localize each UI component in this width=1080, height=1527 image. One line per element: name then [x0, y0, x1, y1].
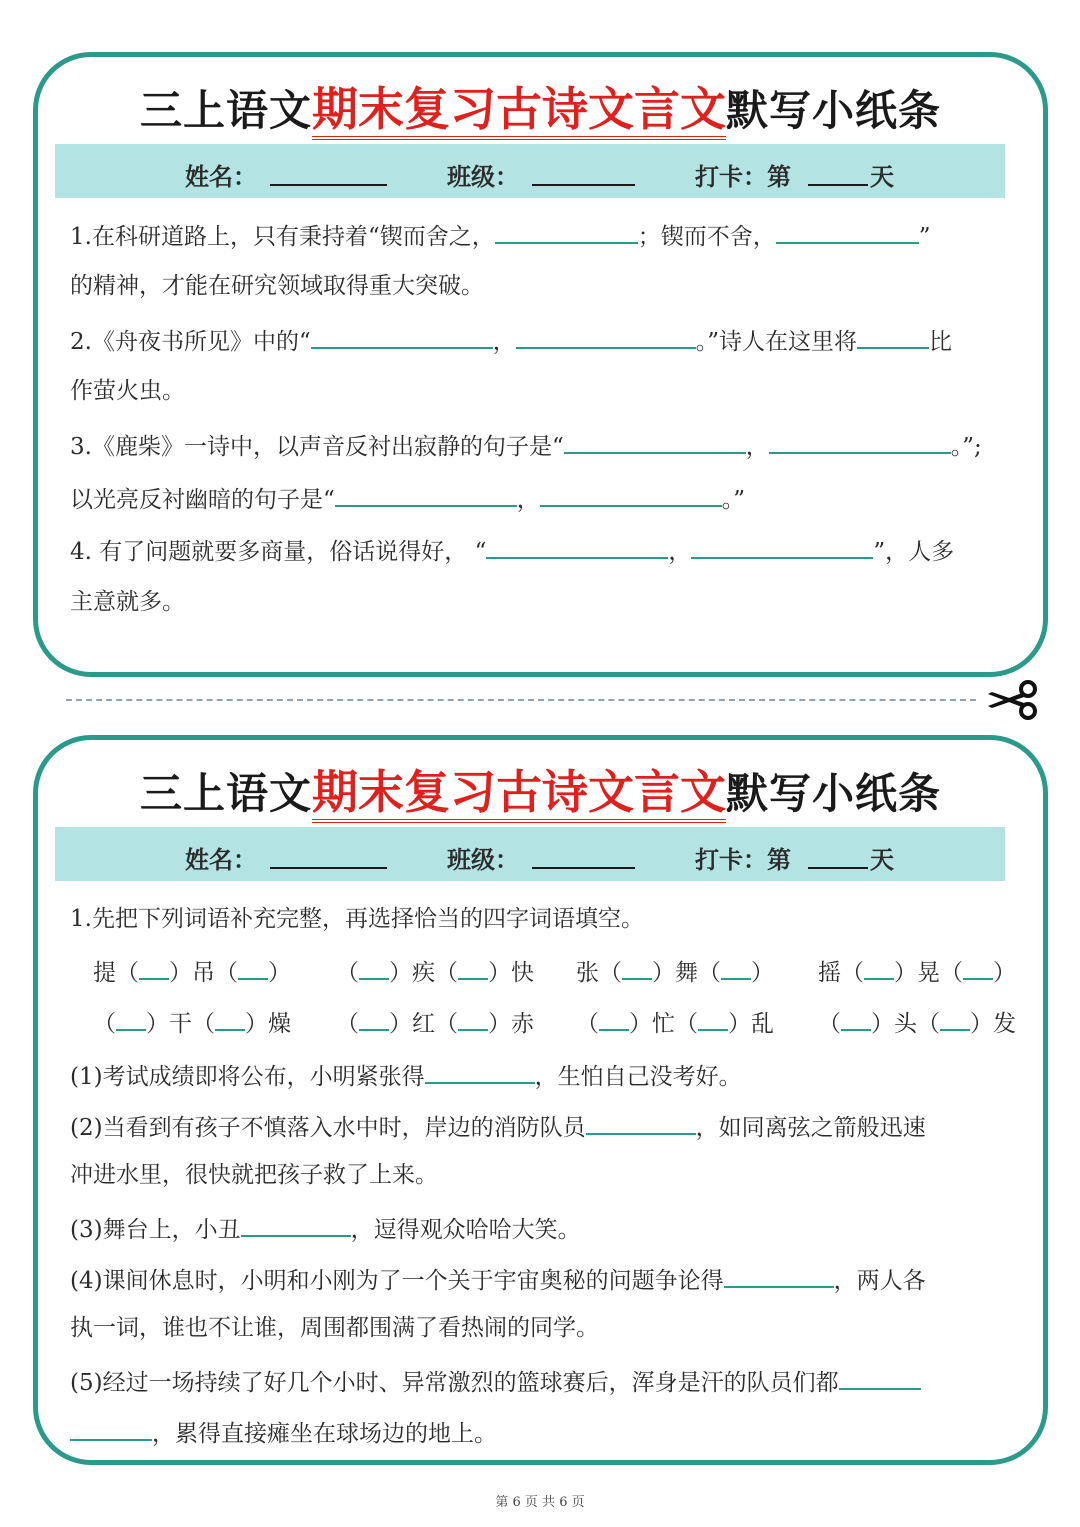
page-footer: 第 6 页 共 6 页	[495, 1495, 585, 1510]
s2-blank[interactable]	[586, 1109, 696, 1135]
word-blank[interactable]	[359, 1007, 389, 1031]
q2-text-c: 。”诗人在这里将	[695, 329, 857, 355]
name-field[interactable]	[270, 184, 387, 186]
word-blank[interactable]	[238, 956, 268, 980]
checkin-day-field[interactable]	[808, 184, 868, 186]
day-label: 天	[870, 163, 894, 191]
class-field[interactable]	[532, 184, 635, 186]
scissors-icon	[984, 680, 1040, 720]
q2-blank-1[interactable]	[311, 323, 493, 349]
sentence-2-cont: 冲进水里，很快就把孩子救了上来。	[70, 1162, 438, 1188]
name-label: 姓名：	[185, 163, 257, 191]
title-part-1: 三上语文	[139, 86, 312, 135]
q2-blank-3[interactable]	[857, 323, 929, 349]
question-4-cont: 主意就多。	[70, 589, 185, 615]
q3-text-f: 。”	[721, 487, 746, 513]
word-blank[interactable]	[940, 1007, 970, 1031]
q3-blank-3[interactable]	[335, 481, 517, 507]
word-blank[interactable]	[963, 956, 993, 980]
word-blank[interactable]	[458, 956, 488, 980]
sentence-2	[70, 1109, 926, 1143]
q3-text-c: 。”;	[950, 434, 982, 460]
word-blank[interactable]	[139, 956, 169, 980]
class-label: 班级：	[447, 163, 519, 191]
s4-blank[interactable]	[724, 1262, 834, 1288]
word-item: （ ）忙（ ）乱	[576, 1007, 774, 1039]
sentence-3	[70, 1211, 581, 1245]
word-blank[interactable]	[864, 956, 894, 980]
s1-text-b: ，生怕自己没考好。	[534, 1064, 742, 1090]
q1-text-a: 1.在科研道路上，只有秉持着“锲而舍之，	[70, 224, 495, 250]
question-2	[70, 323, 952, 357]
q3-text-b: ，	[745, 434, 769, 460]
word-item: （ ）疾（ ）快	[336, 956, 534, 988]
s1-text-a: (1)考试成绩即将公布，小明紧张得	[70, 1064, 425, 1090]
question-4	[70, 533, 954, 567]
card-title	[38, 762, 1043, 824]
sentence-5	[70, 1364, 921, 1398]
day-label: 天	[870, 846, 894, 874]
word-blank[interactable]	[721, 956, 751, 980]
info-bar	[55, 827, 1005, 881]
title-part-2: 期末复习古诗文言文	[312, 82, 726, 140]
card-title	[38, 79, 1043, 141]
word-blank[interactable]	[458, 1007, 488, 1031]
q4-text-a: 4. 有了问题就要多商量，俗话说得好， “	[70, 539, 487, 565]
word-item: （ ）头（ ）发	[818, 1007, 1016, 1039]
question-3	[70, 428, 982, 462]
title-part-3: 默写小纸条	[726, 769, 942, 818]
word-item: 摇（ ）晃（ ）	[818, 956, 1016, 988]
word-item: （ ）干（ ）燥	[93, 1007, 291, 1039]
question-1-cont: 的精神，才能在研究领域取得重大突破。	[70, 273, 484, 299]
cut-line	[66, 699, 976, 701]
sentence-4	[70, 1262, 926, 1296]
word-item: 张（ ）舞（ ）	[576, 956, 774, 988]
word-blank[interactable]	[359, 956, 389, 980]
s3-text-b: ，逗得观众哈哈大笑。	[350, 1217, 581, 1243]
q2-text-b: ，	[492, 329, 516, 355]
word-blank[interactable]	[116, 1007, 146, 1031]
sentence-1	[70, 1058, 742, 1092]
s4-text-b: ，两人各	[833, 1268, 926, 1294]
question-2-cont: 作萤火虫。	[70, 378, 185, 404]
question-1	[70, 218, 930, 252]
q2-blank-2[interactable]	[516, 323, 696, 349]
q3-blank-4[interactable]	[540, 481, 722, 507]
q1-text-b: ；锲而不舍，	[637, 224, 776, 250]
s2-text-a: (2)当看到有孩子不慎落入水中时，岸边的消防队员	[70, 1115, 586, 1141]
info-bar	[55, 144, 1005, 198]
s3-blank[interactable]	[241, 1211, 351, 1237]
checkin-label: 打卡：第	[695, 846, 791, 874]
s1-blank[interactable]	[425, 1058, 535, 1084]
s3-text-a: (3)舞台上，小丑	[70, 1217, 241, 1243]
question-1: 1.先把下列词语补充完整，再选择恰当的四字词语填空。	[70, 906, 644, 932]
q3-blank-1[interactable]	[564, 428, 746, 454]
s5-blank-part-1[interactable]	[839, 1364, 921, 1390]
s2-text-b: ，如同离弦之箭般迅速	[695, 1115, 926, 1141]
checkin-label: 打卡：第	[695, 163, 791, 191]
q1-blank-2[interactable]	[776, 218, 919, 244]
q1-blank-1[interactable]	[495, 218, 638, 244]
q3-text-a: 3.《鹿柴》一诗中，以声音反衬出寂静的句子是“	[70, 434, 564, 460]
s5-text-a: (5)经过一场持续了好几个小时、异常激烈的篮球赛后，浑身是汗的队员们都	[70, 1370, 839, 1396]
q3-blank-2[interactable]	[769, 428, 951, 454]
word-item: 提（ ）吊（ ）	[93, 956, 291, 988]
q1-text-c: ”	[918, 224, 931, 250]
worksheet-card-1	[33, 52, 1048, 677]
q3-text-d: 以光亮反衬幽暗的句子是“	[70, 487, 335, 513]
sentence-5-cont	[70, 1415, 497, 1449]
word-blank[interactable]	[215, 1007, 245, 1031]
word-blank[interactable]	[599, 1007, 629, 1031]
class-field[interactable]	[532, 867, 635, 869]
word-blank[interactable]	[622, 956, 652, 980]
q2-text-d: 比	[928, 329, 952, 355]
q4-text-b: ，	[668, 539, 692, 565]
worksheet-card-2	[33, 735, 1048, 1465]
word-blank[interactable]	[698, 1007, 728, 1031]
s5-blank-part-2[interactable]	[70, 1415, 152, 1441]
title-part-1: 三上语文	[139, 769, 312, 818]
class-label: 班级：	[447, 846, 519, 874]
s5-text-b: ，累得直接瘫坐在球场边的地上。	[152, 1421, 497, 1447]
title-part-3: 默写小纸条	[726, 86, 942, 135]
q3-text-e: ，	[516, 487, 540, 513]
q4-blank-2[interactable]	[691, 533, 873, 559]
word-blank[interactable]	[841, 1007, 871, 1031]
word-item: （ ）红（ ）赤	[336, 1007, 534, 1039]
sentence-4-cont: 执一词，谁也不让谁，周围都围满了看热闹的同学。	[70, 1315, 599, 1341]
question-3-cont	[70, 481, 745, 515]
checkin-day-field[interactable]	[808, 867, 868, 869]
q2-text-a: 2.《舟夜书所见》中的“	[70, 329, 311, 355]
q4-text-c: ”，人多	[873, 539, 955, 565]
q4-blank-1[interactable]	[486, 533, 668, 559]
name-label: 姓名：	[185, 846, 257, 874]
title-part-2: 期末复习古诗文言文	[312, 765, 726, 823]
name-field[interactable]	[270, 867, 387, 869]
s4-text-a: (4)课间休息时，小明和小刚为了一个关于宇宙奥秘的问题争论得	[70, 1268, 724, 1294]
